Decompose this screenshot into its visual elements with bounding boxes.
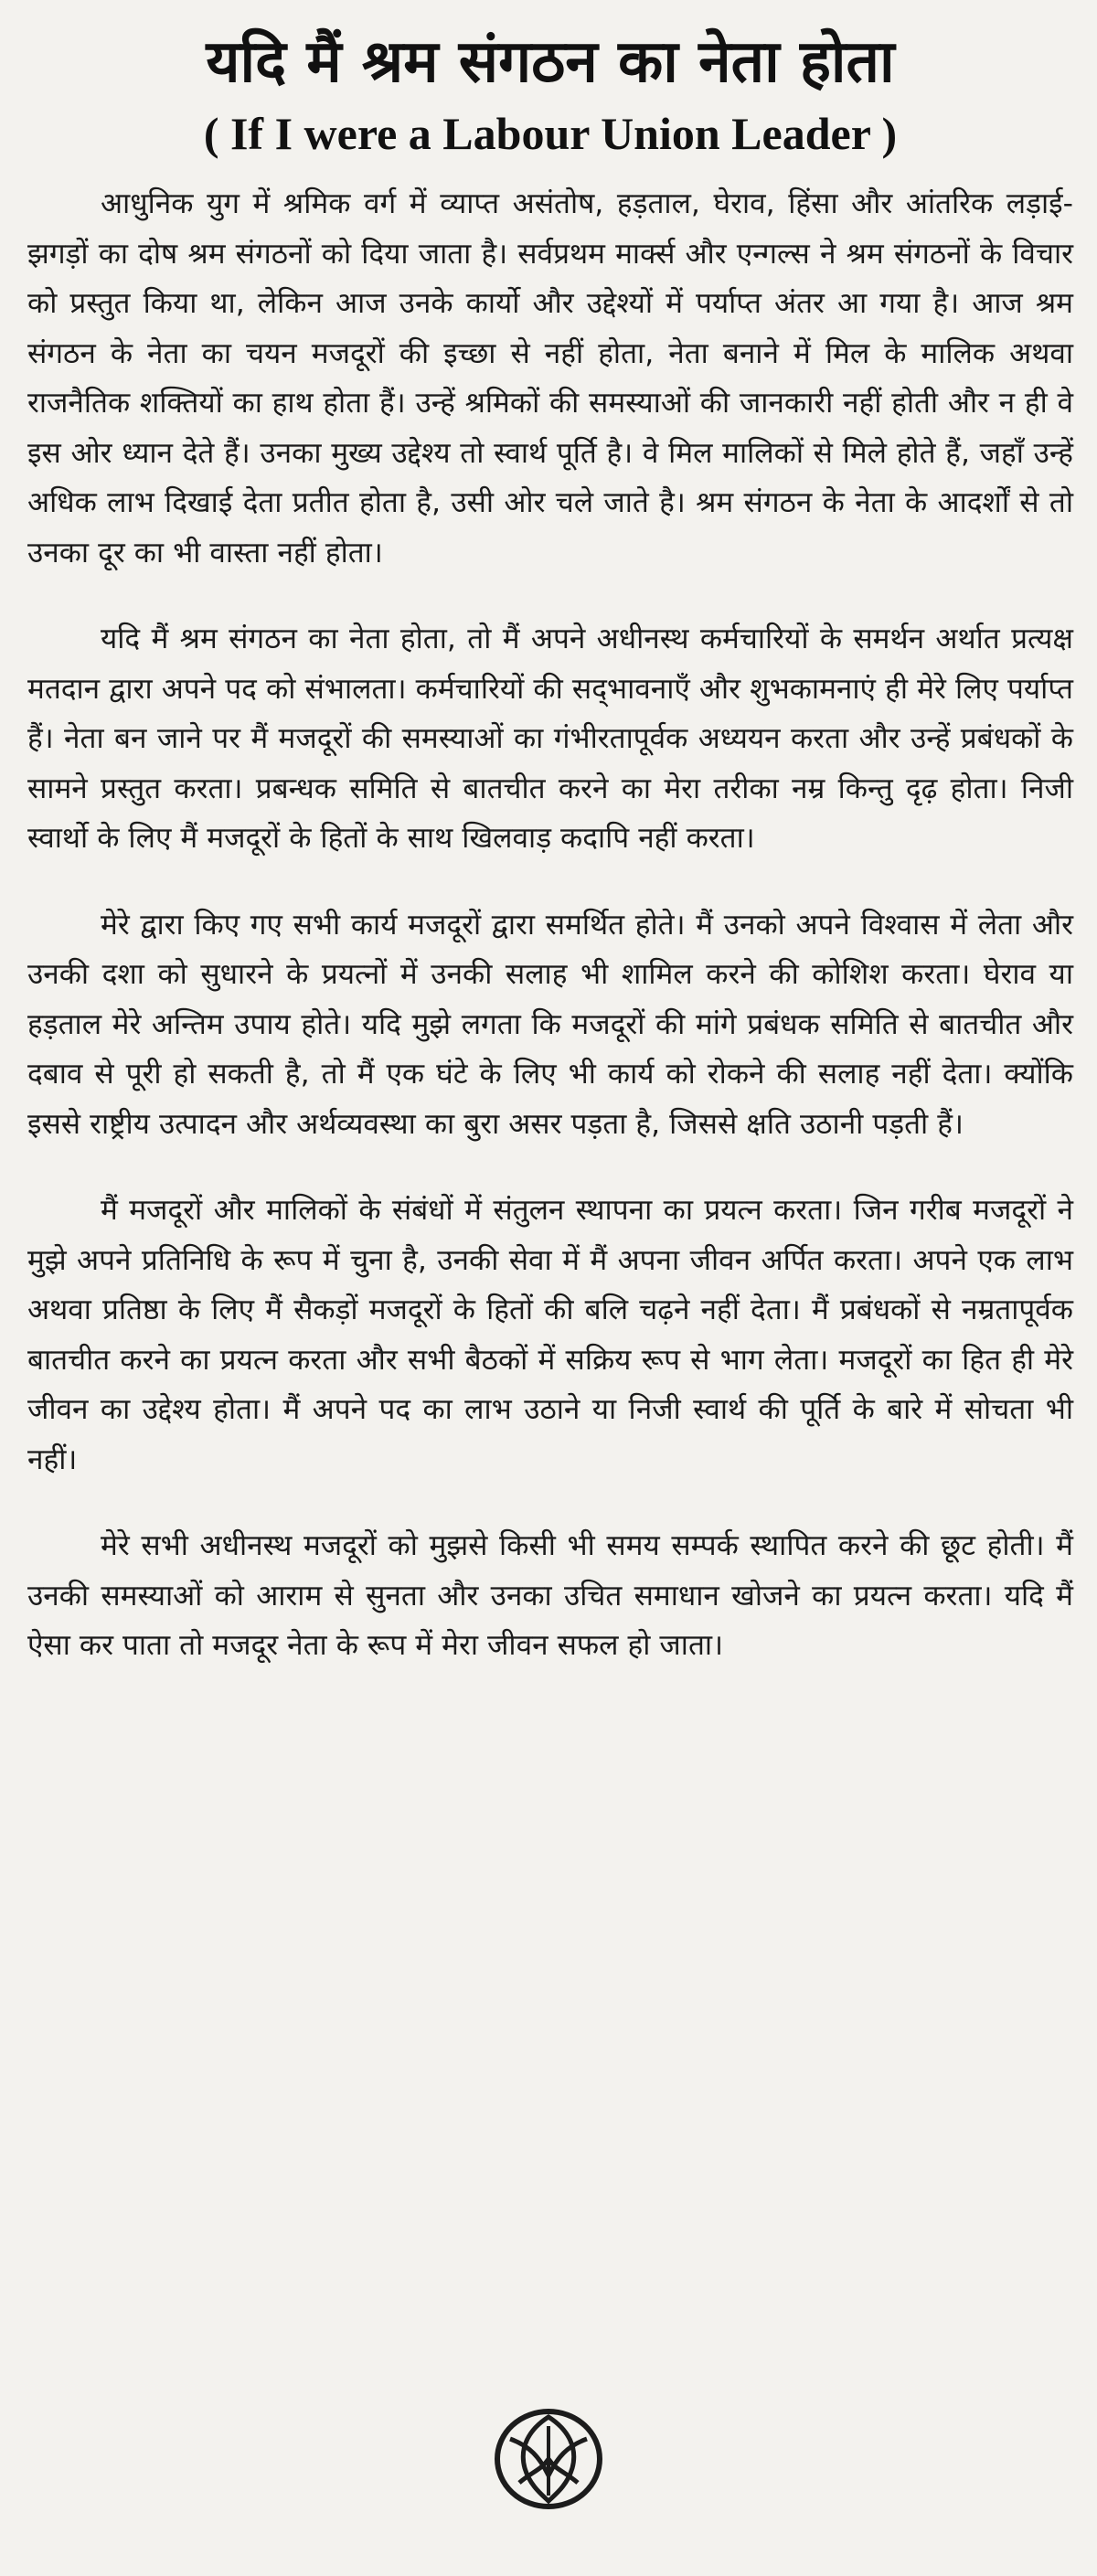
paragraph-3: मेरे द्वारा किए गए सभी कार्य मजदूरों द्वारा समर्थित होते। मैं उनको अपने विश्वास में लेता और उनकी दशा को सुधारने के प्रयत्नों में उनकी सलाह भी शामिल करने की कोशिश करता। घेराव या हड़ताल मेरे अन्तिम उपाय होते। यदि मुझे लगता कि मजदूरों की मांगे प्रबंधक समिति से बातचीत और दबाव से पूरी हो सकती है, तो मैं एक घंटे के लिए भी कार्य को रोकने की सलाह नहीं देता। क्योंकि इससे राष्ट्रीय उत्पादन और अर्थव्यवस्था का बुरा असर पड़ता है, जिससे क्षति उठानी पड़ती हैं। bbox=[27, 908, 1073, 1141]
paragraph-5: मेरे सभी अधीनस्थ मजदूरों को मुझसे किसी भी समय सम्पर्क स्थापित करने की छूट होती। मैं उनकी समस्याओं को आराम से सुनता और उनका उचित समाधान खोजने का प्रयत्न करता। यदि मैं ऐसा कर पाता तो मजदूर नेता के रूप में मेरा जीवन सफल हो जाता। bbox=[27, 1529, 1074, 1662]
essay-body bbox=[27, 179, 1073, 1671]
paragraph-2: यदि मैं श्रम संगठन का नेता होता, तो मैं अपने अधीनस्थ कर्मचारियों के समर्थन अर्थात प्रत्यक्ष मतदान द्वारा अपने पद को संभालता। कर्मचारियों की सद्‌भावनाएँ और शुभकामनाएं ही मेरे लिए पर्याप्त हैं। नेता बन जाने पर मैं मजदूरों की समस्याओं का गंभीरतापूर्वक अध्ययन करता और उन्हें प्रबंधकों के सामने प्रस्तुत करता। प्रबन्धक समिति से बातचीत करने का मेरा तरीका नम्र किन्तु दृढ़ होता। निजी स्वार्थो के लिए मैं मजदूरों के हितों के साथ खिलवाड़ कदापि नहीं करता। bbox=[27, 623, 1073, 855]
paragraph-1: आधुनिक युग में श्रमिक वर्ग में व्याप्त असंतोष, हड़ताल, घेराव, हिंसा और आंतरिक लड़ाई-झगड़ों का दोष श्रम संगठनों को दिया जाता है। सर्वप्रथम मार्क्स और एन्गल्स ने श्रम संगठनों के विचार को प्रस्तुत किया था, लेकिन आज उनके कार्यो और उद्देश्यों में पर्याप्त अंतर आ गया है। आज श्रम संगठन के नेता का चयन मजदूरों की इच्छा से नहीं होता, नेता बनाने में मिल के मालिक अथवा राजनैतिक शक्तियों का हाथ होता हैं। उन्हें श्रमिकों की समस्याओं की जानकारी नहीं होती और न ही वे इस ओर ध्यान देते हैं। उनका मुख्य उद्देश्य तो स्वार्थ पूर्ति है। वे मिल मालिकों से मिले होते हैं, जहाँ उन्हें अधिक लाभ दिखाई देता प्रतीत होता है, उसी ओर चले जाते है। श्रम संगठन के नेता के आदर्शों से तो उनका दूर का भी वास्ता नहीं होता। bbox=[27, 187, 1073, 569]
end-ornament-icon bbox=[492, 2404, 605, 2514]
paragraph-4: मैं मजदूरों और मालिकों के संबंधों में संतुलन स्थापना का प्रयत्न करता। जिन गरीब मजदूरों ने मुझे अपने प्रतिनिधि के रूप में चुना है, उनकी सेवा में मैं अपना जीवन अर्पित करता। अपने एक लाभ अथवा प्रतिष्ठा के लिए मैं सैकड़ों मजदूरों के हितों की बलि चढ़ने नहीं देता। मैं प्रबंधकों से नम्रतापूर्वक बातचीत करने का प्रयत्न करता और सभी बैठकों में सक्रिय रूप से भाग लेता। मजदूरों का हित ही मेरे जीवन का उद्देश्य होता। मैं अपने पद का लाभ उठाने या निजी स्वार्थ की पूर्ति के बारे में सोचता भी नहीं। bbox=[27, 1194, 1074, 1476]
page-title: यदि मैं श्रम संगठन का नेता होता bbox=[206, 28, 895, 96]
page-subtitle: ( If I were a Labour Union Leader ) bbox=[203, 108, 898, 159]
